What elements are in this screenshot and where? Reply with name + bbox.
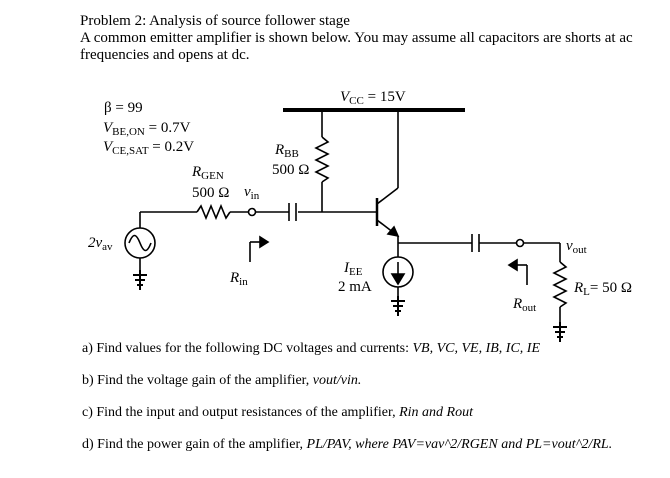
question-b: b) Find the voltage gain of the amplifier, vout/vin. bbox=[82, 373, 362, 388]
bjt-emitter-arrow bbox=[388, 227, 398, 236]
vin-node bbox=[249, 209, 256, 216]
question-a: a) Find values for the following DC voltages and currents: VB, VC, VE, IB, IC, IE bbox=[82, 341, 541, 356]
ground-source-icon bbox=[133, 270, 147, 290]
ground-rl-icon bbox=[553, 322, 567, 342]
question-c-expr: Rin and Rout bbox=[399, 405, 473, 420]
vout-node bbox=[517, 240, 524, 247]
rgen-name: $R_{GEN}$ bbox=[192, 164, 224, 182]
vbe-label: $V_{BE,ON} = 0.7V$ bbox=[103, 120, 191, 138]
vcesat-label: $V_{CE,SAT} = 0.2V$ bbox=[103, 139, 195, 157]
question-d: d) Find the power gain of the amplifier, PL/PAV, where PAV=vav^2/RGEN and PL=vout^2/RL. bbox=[82, 437, 613, 452]
problem-intro-line-2: frequencies and opens at dc. bbox=[80, 47, 250, 63]
bjt-collector bbox=[377, 188, 398, 204]
question-c: c) Find the input and output resistances of the amplifier, Rin and Rout bbox=[82, 405, 473, 420]
beta-label: β = 99 bbox=[104, 100, 143, 116]
rl-resistor bbox=[554, 262, 566, 307]
iee-value: 2 mA bbox=[338, 279, 372, 295]
vcc-label: $V_{CC} = 15V$ bbox=[340, 89, 406, 107]
rbb-resistor bbox=[316, 137, 328, 182]
rbb-name: $R_{BB}$ bbox=[275, 142, 299, 160]
source-label: $2v_{av}$ bbox=[88, 235, 113, 253]
vout-label: $v_{out}$ bbox=[566, 238, 587, 256]
rbb-value: 500 Ω bbox=[272, 162, 310, 178]
rout-label: $R_{out}$ bbox=[513, 296, 537, 314]
problem-intro-line-1: A common emitter amplifier is shown below. You may assume all capacitors are shorts at ac bbox=[80, 30, 633, 46]
rin-arrow-head bbox=[260, 237, 268, 247]
ground-current-source-icon bbox=[391, 296, 405, 316]
rl-label: $R_L= 50$ Ω bbox=[574, 280, 633, 298]
rin-label: $R_{in}$ bbox=[230, 270, 248, 288]
current-source-arrow-head bbox=[392, 274, 404, 284]
question-a-list: VB, VC, VE, IB, IC, IE bbox=[412, 341, 541, 356]
question-b-expr: vout/vin. bbox=[312, 373, 362, 388]
iee-name: $I_{EE}$ bbox=[344, 260, 363, 278]
ac-source-wave bbox=[129, 236, 151, 251]
rgen-value: 500 Ω bbox=[192, 185, 230, 201]
question-d-expr: PL/PAV, where PAV=vav^2/RGEN and PL=vout^2/RL. bbox=[306, 437, 613, 452]
rgen-resistor bbox=[197, 206, 230, 218]
problem-title: Problem 2: Analysis of source follower stage bbox=[80, 13, 350, 29]
vin-label: $v_{in}$ bbox=[244, 184, 260, 202]
rout-arrow-head bbox=[509, 260, 517, 270]
